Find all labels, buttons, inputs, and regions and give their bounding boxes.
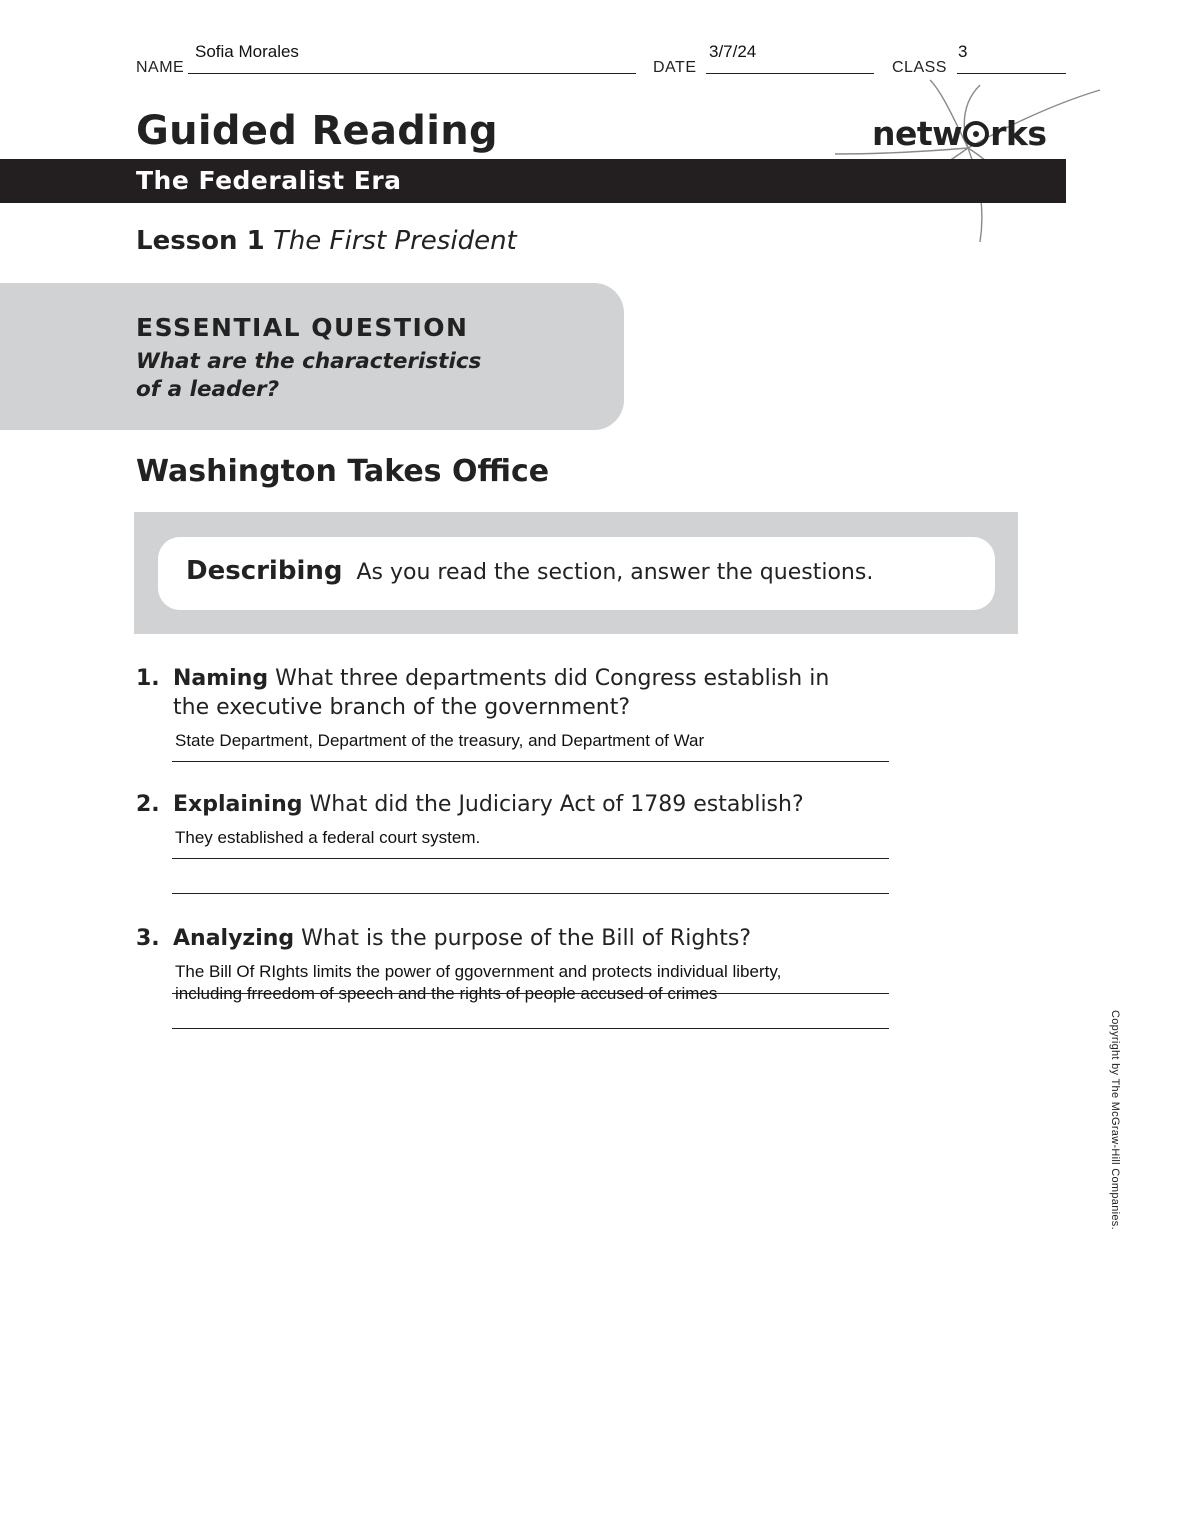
name-line bbox=[188, 73, 636, 74]
class-label: CLASS bbox=[892, 59, 947, 76]
question-text: What did the Judiciary Act of 1789 establish? bbox=[309, 792, 804, 817]
page-title: Guided Reading bbox=[136, 108, 498, 154]
lesson-title: The First President bbox=[272, 226, 517, 256]
essential-question-line: What are the characteristics bbox=[136, 349, 482, 374]
networks-logo bbox=[872, 114, 1047, 153]
answer-line bbox=[172, 893, 889, 894]
question-number: 2. bbox=[136, 792, 160, 817]
instruction-keyword: Describing bbox=[186, 556, 343, 586]
lesson-label: Lesson 1 bbox=[136, 226, 265, 256]
answer-2-line-1[interactable]: They established a federal court system. bbox=[175, 828, 481, 847]
lesson-heading bbox=[136, 226, 517, 256]
essential-question-line: of a leader? bbox=[136, 377, 280, 402]
instruction-text bbox=[186, 556, 873, 586]
answer-line bbox=[172, 858, 889, 859]
answer-1-line-1[interactable]: State Department, Department of the treasury, and Department of War bbox=[175, 731, 705, 750]
answer-3-line-1[interactable]: The Bill Of RIghts limits the power of ggovernment and protects individual liberty, bbox=[175, 962, 782, 981]
question-text: What three departments did Congress establish in bbox=[275, 666, 830, 691]
question-3 bbox=[136, 924, 896, 953]
class-field[interactable]: 3 bbox=[958, 42, 968, 61]
date-label: DATE bbox=[653, 59, 697, 76]
essential-question-heading: ESSENTIAL QUESTION bbox=[136, 313, 469, 342]
topic-title: The Federalist Era bbox=[136, 166, 402, 195]
instruction-body: As you read the section, answer the questions. bbox=[356, 560, 874, 585]
question-keyword: Naming bbox=[173, 666, 269, 691]
copyright-notice: Copyright by The McGraw-Hill Companies. bbox=[1109, 1010, 1121, 1230]
question-1 bbox=[136, 664, 896, 722]
target-o-icon bbox=[963, 121, 989, 147]
question-keyword: Explaining bbox=[173, 792, 303, 817]
section-title: Washington Takes Office bbox=[136, 454, 550, 489]
question-2 bbox=[136, 790, 896, 819]
logo-text-start: netw bbox=[872, 114, 963, 153]
essential-question-text bbox=[136, 348, 556, 404]
question-number: 1. bbox=[136, 666, 160, 691]
question-number: 3. bbox=[136, 926, 160, 951]
name-field[interactable]: Sofia Morales bbox=[195, 42, 299, 61]
answer-line bbox=[172, 761, 889, 762]
logo-text-end: rks bbox=[990, 114, 1047, 153]
answer-3-line-2[interactable]: including frreedom of speech and the rights of people accused of crimes bbox=[175, 984, 718, 1003]
question-text: What is the purpose of the Bill of Rights? bbox=[301, 926, 751, 951]
answer-line bbox=[172, 993, 889, 994]
question-text-continued: the executive branch of the government? bbox=[173, 695, 631, 720]
date-field[interactable]: 3/7/24 bbox=[709, 42, 757, 61]
name-label: NAME bbox=[136, 59, 185, 76]
question-keyword: Analyzing bbox=[173, 926, 295, 951]
answer-line bbox=[172, 1028, 889, 1029]
